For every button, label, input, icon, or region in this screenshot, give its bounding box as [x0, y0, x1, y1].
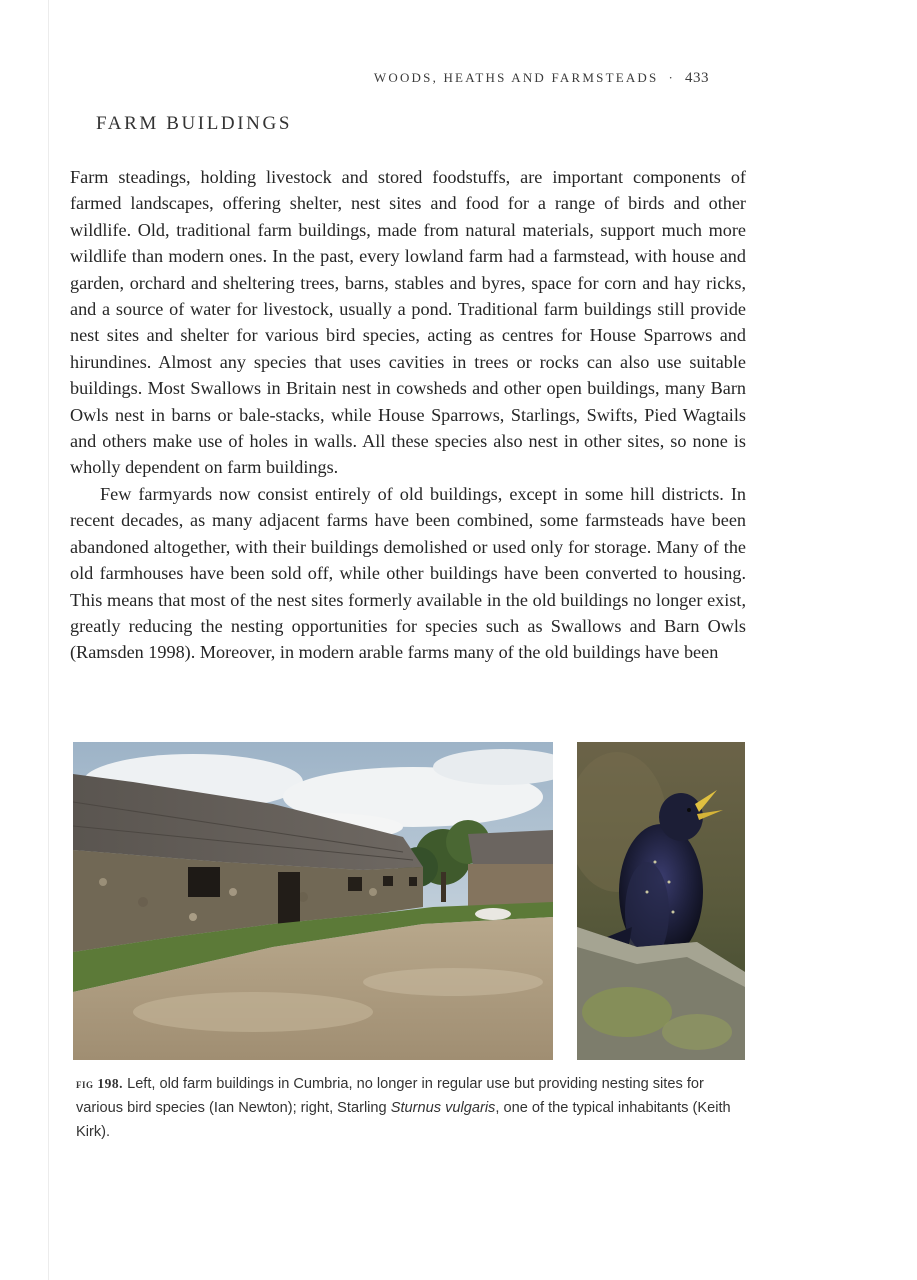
- section-title: FARM BUILDINGS: [96, 113, 292, 134]
- body-text: [70, 164, 746, 666]
- starling-photo: [577, 742, 745, 1060]
- paragraph-1: Farm steadings, holding livestock and stored foodstuffs, are important components of farmed landscapes, offering shelter, nest sites and food for a range of birds and other wildlife. Old, traditional farm buildings, made from natural materials, support much more wildlife than modern ones. In the past, every lowland farm had a farmstead, with house and garden, orchard and sheltering trees, barns, stables and byres, space for corn and hay ricks, and a source of water for livestock, usually a pond. Traditional farm buildings still provide nest sites and shelter for various bird species, acting as centres for House Sparrows and hirundines. Almost any species that uses cavities in trees or rocks can also use suitable buildings. Most Swallows in Britain nest in cowsheds and other open buildings, many Barn Owls nest in barns or bale-stacks, while House Sparrows, Starlings, Swifts, Pied Wagtails and others make use of holes in walls. All these species also nest in other sites, so none is wholly dependent on farm buildings.: [70, 167, 746, 478]
- figure-198: [73, 742, 745, 1060]
- caption-species-name: Sturnus vulgaris: [390, 1100, 496, 1116]
- running-head: [374, 70, 709, 87]
- running-head-title: WOODS, HEATHS AND FARMSTEADS: [373, 70, 659, 85]
- page-number: 433: [685, 70, 709, 86]
- figure-label-prefix: fig: [76, 1076, 94, 1091]
- paragraph-2: Few farmyards now consist entirely of old buildings, except in some hill districts. In recent decades, as many adjacent farms have been combined, some farmsteads have been abandoned altogether, with their buildings demolished or used only for storage. Many of the old farmhouses have been sold off, while other buildings have been converted to housing. This means that most of the nest sites formerly available in the old buildings no longer exist, greatly reducing the nesting opportunities for species such as Swallows and Barn Owls (Ramsden 1998). Moreover, in modern arable farms many of the old buildings have been: [70, 483, 746, 663]
- figure-label-number: 198.: [97, 1076, 124, 1091]
- figure-caption: [76, 1072, 746, 1144]
- farm-buildings-photo: [73, 742, 553, 1060]
- page-gutter-edge: [48, 0, 49, 1280]
- figure-label: [76, 1076, 123, 1091]
- running-head-separator: ·: [668, 70, 675, 85]
- caption-text-part1: Left, old farm buildings in Cumbria, no longer in regular use but providing nesting sites for various bird species (Ian Newton); right, Starling: [76, 1076, 704, 1116]
- caption-text-part2: , one of the typical inhabitants (Keith Kirk).: [76, 1100, 731, 1140]
